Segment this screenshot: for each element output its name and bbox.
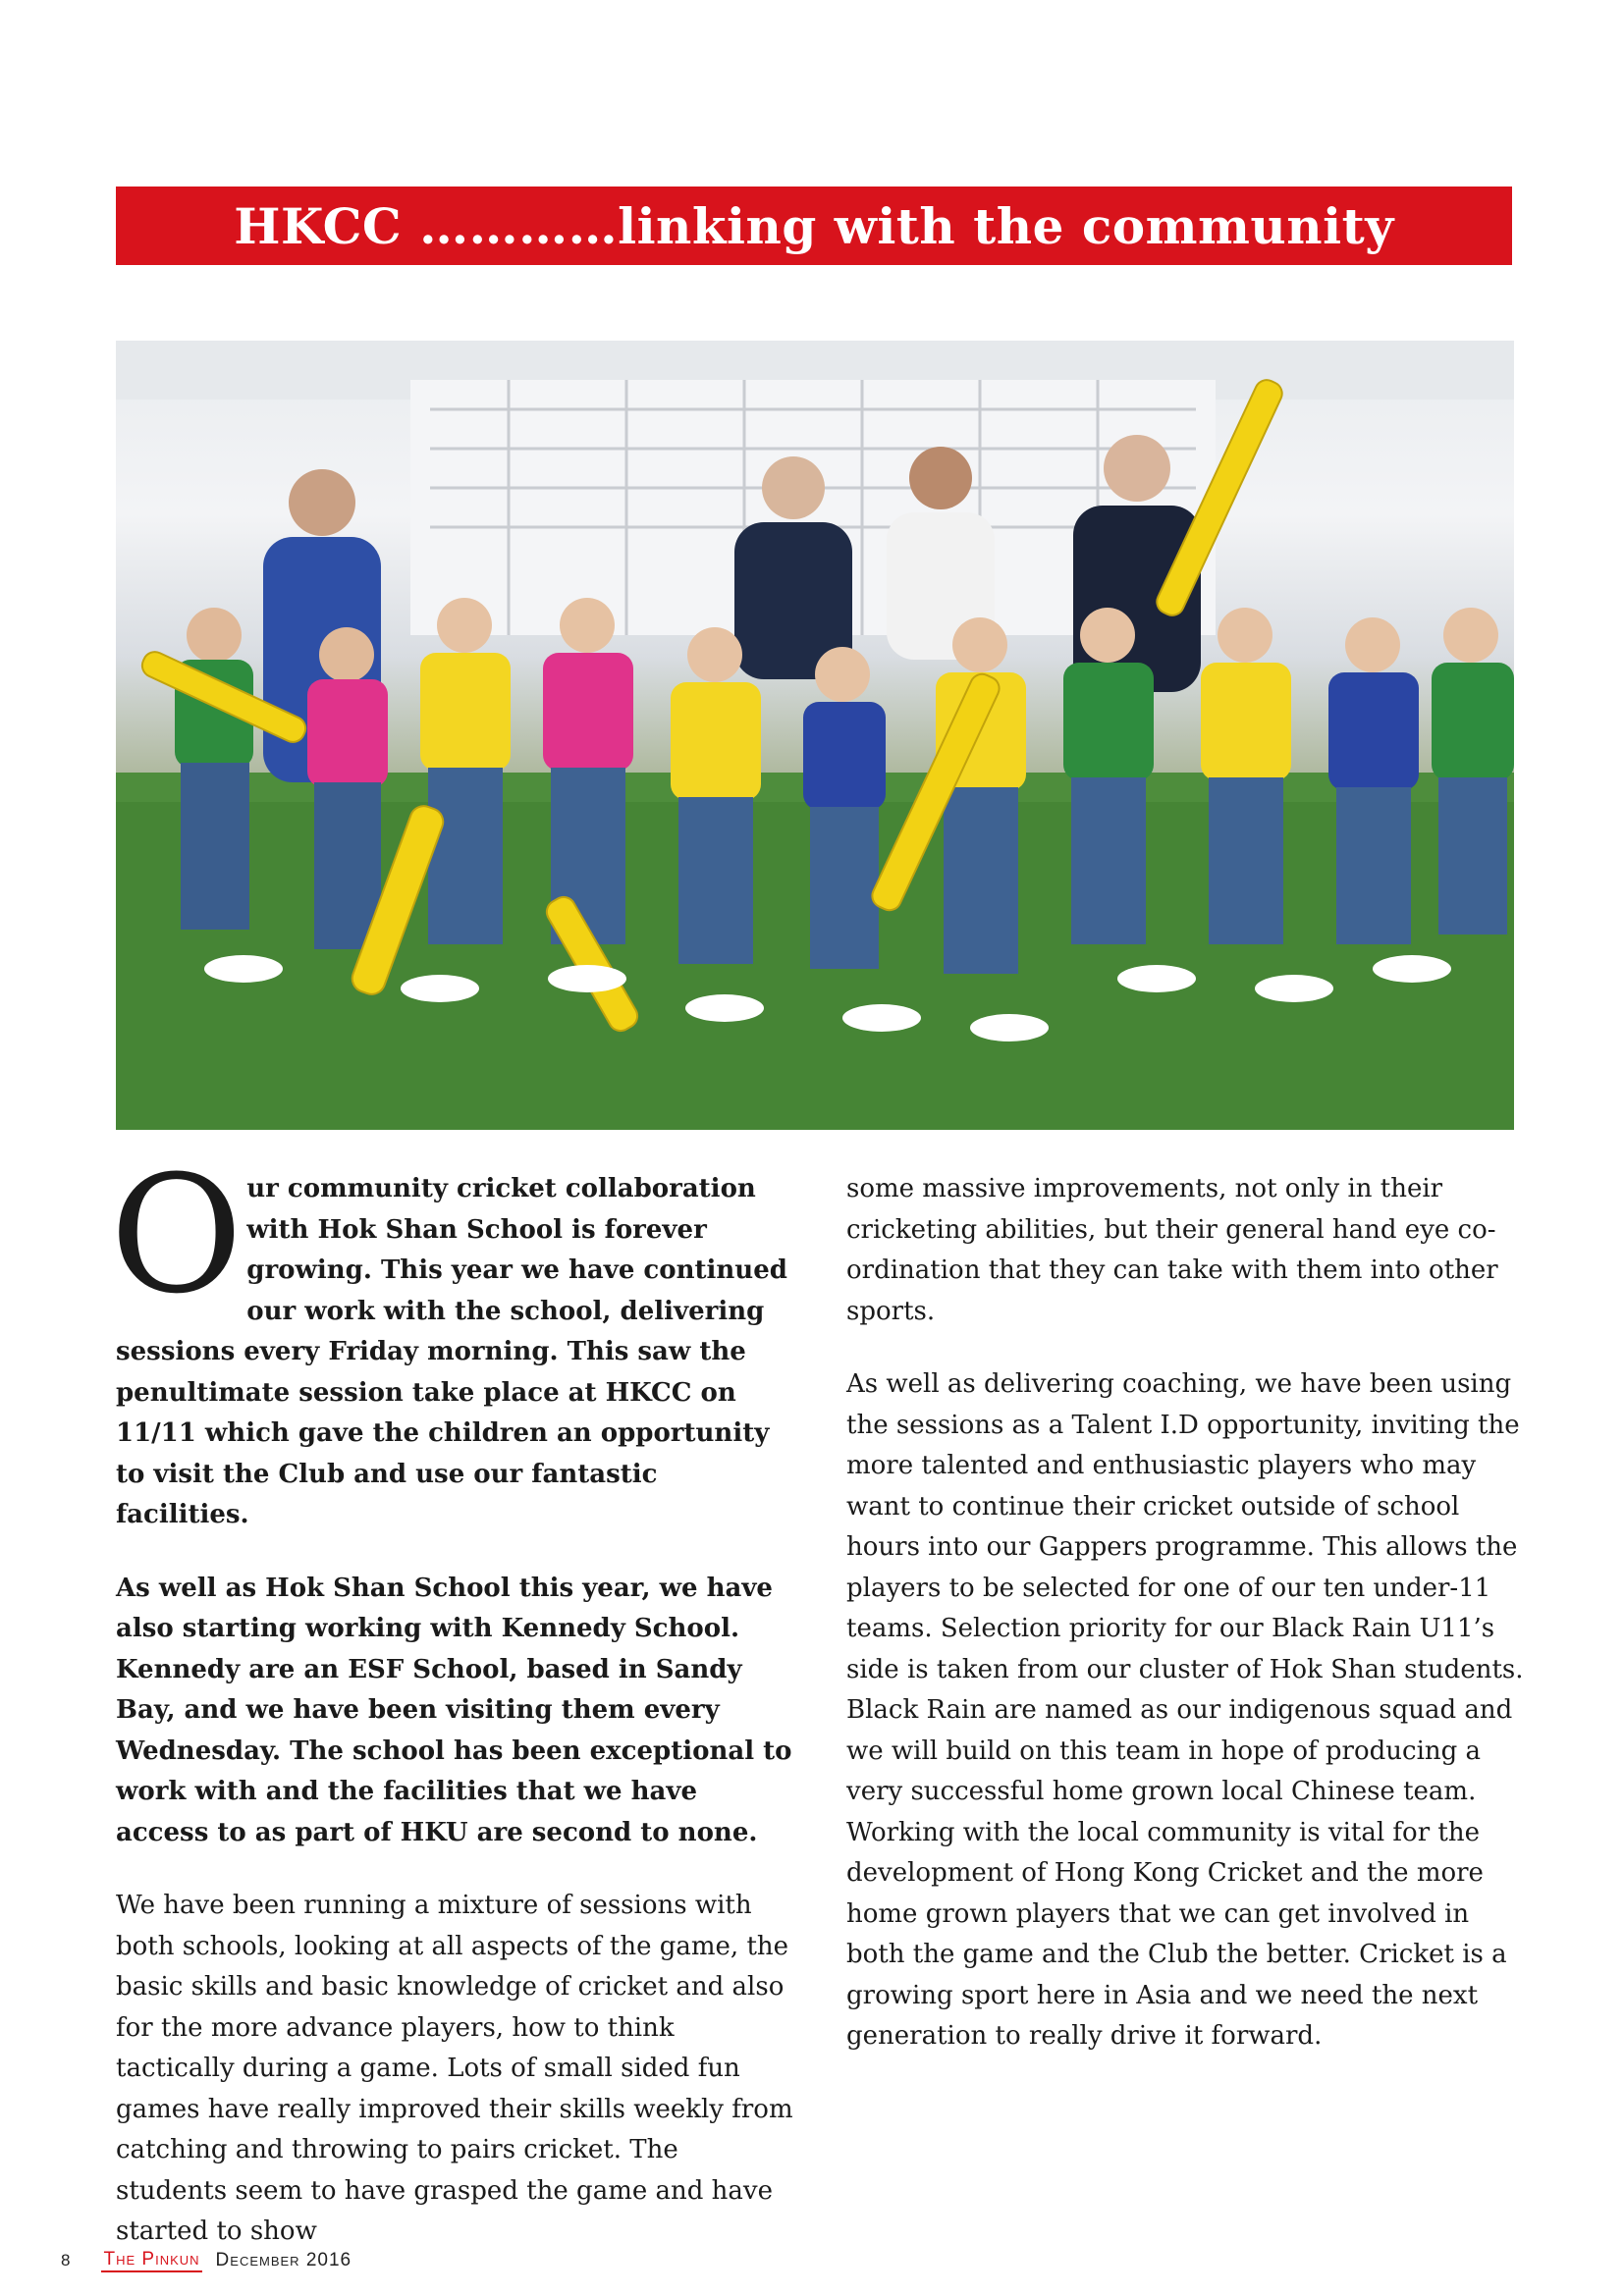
page-footer [61, 2249, 352, 2272]
article-left-column [110, 1141, 793, 2253]
improvements-paragraph: some massive improvements, not only in their cricketing abilities, but their general hand eye co-ordination that they can take with them into other sports. [846, 1174, 1498, 1326]
drop-cap: O [110, 1141, 244, 1329]
page-number: 8 [61, 2251, 71, 2269]
group-photo [116, 341, 1514, 1130]
talent-id-paragraph: As well as delivering coaching, we have been using the sessions as a Talent I.D opportunity, inviting the more talented and enthusiastic players who may want to continue their cricket outside of school hours into our Gappers programme. This allows the players to be selected for one of our ten under-11 teams. Selection priority for our Black Rain U11’s side is taken from our cluster of Hok Shan students. Black Rain are named as our indigenous squad and we will build on this team in hope of producing a very successful home grown local Chinese team. Working with the local community is vital for the development of Hong Kong Cricket and the more home grown players that we can get involved in both the game and the Club the better. Cricket is a growing sport here in Asia and we need the next generation to really drive it forward. [846, 1369, 1524, 2051]
intro-text: ur community cricket collaboration with Hok Shan School is forever growing. This year we have continued our work with the school, delivering sessions every Friday morning. This saw the penultimate session take place at HKCC on 11/11 which gave the children an opportunity to visit the Club and use our fantastic facilities. [116, 1174, 787, 1529]
article-right-column [846, 1169, 1524, 2057]
publication-name: The Pinkun [101, 2249, 201, 2272]
kennedy-paragraph: As well as Hok Shan School this year, we have also starting working with Kennedy School. Kennedy are an ESF School, based in Sandy Bay, and we have been visiting them every Wednesday. The school has been exceptional to work with and the facilities that we have access to as part of HKU are second to none. [116, 1573, 792, 1847]
sessions-paragraph: We have been running a mixture of sessions with both schools, looking at all aspects of the game, the basic skills and basic knowledge of cricket and also for the more advance players, how to think tactically during a game. Lots of small sided fun games have really improved their skills weekly from catching and throwing to pairs cricket. The students seem to have grasped the game and have started to show [116, 1891, 793, 2246]
page-title: HKCC …………linking with the community [234, 196, 1394, 255]
group-photo-icon [116, 341, 1514, 1130]
issue-date: December 2016 [215, 2250, 352, 2270]
title-banner [116, 187, 1512, 265]
intro-paragraph [110, 1141, 793, 1536]
